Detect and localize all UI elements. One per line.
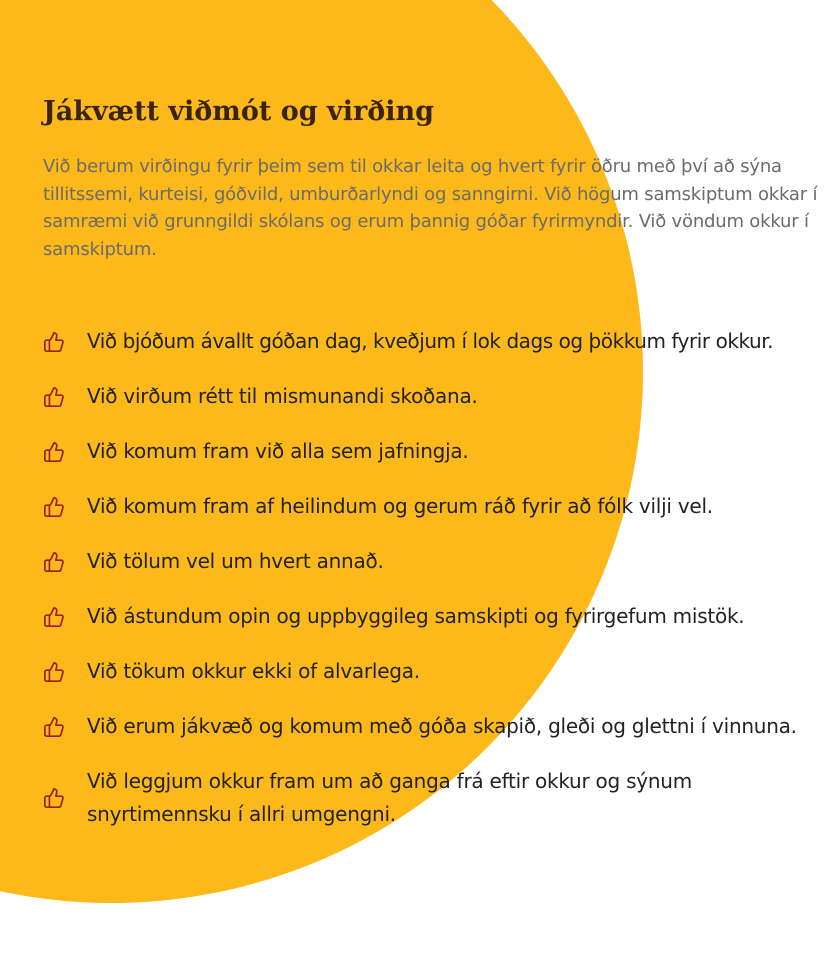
list-item-text: Við bjóðum ávallt góðan dag, kveðjum í lok dags og þökkum fyrir okkur. [87,329,774,353]
list-item [43,435,828,468]
list-item [43,545,828,578]
list-item [43,655,828,688]
thumbs-up-icon [43,551,65,573]
list-item [43,710,828,743]
thumbs-up-icon [43,716,65,738]
list-item-text: Við erum jákvæð og komum með góða skapið, gleði og glettni í vinnuna. [87,714,797,738]
list-item-text: Við tölum vel um hvert annað. [87,549,384,573]
section-title: Jákvætt viðmót og virðing [43,96,434,127]
thumbs-up-icon [43,606,65,628]
list-item-text: Við ástundum opin og uppbyggileg samskipti og fyrirgefum mistök. [87,604,745,628]
list-item [43,765,828,831]
values-list [43,325,828,853]
list-item-text: Við leggjum okkur fram um að ganga frá eftir okkur og sýnum snyrtimennsku í allri umgengni. [87,769,692,826]
thumbs-up-icon [43,441,65,463]
thumbs-up-icon [43,496,65,518]
list-item-text: Við virðum rétt til mismunandi skoðana. [87,384,478,408]
list-item-text: Við tökum okkur ekki of alvarlega. [87,659,420,683]
section-intro: Við berum virðingu fyrir þeim sem til okkar leita og hvert fyrir öðru með því að sýna tillitssemi, kurteisi, góðvild, umburðarlyndi og sanngirni. Við högum samskiptum okkar í samræmi við grunngildi skólans og erum þannig góðar fyrirmyndir. Við vöndum okkur í samskiptum. [43,156,818,260]
list-item [43,325,828,358]
thumbs-up-icon [43,386,65,408]
thumbs-up-icon [43,787,65,809]
list-item [43,490,828,523]
thumbs-up-icon [43,331,65,353]
thumbs-up-icon [43,661,65,683]
list-item [43,600,828,633]
list-item-text: Við komum fram af heilindum og gerum ráð fyrir að fólk vilji vel. [87,494,713,518]
list-item [43,380,828,413]
list-item-text: Við komum fram við alla sem jafningja. [87,439,469,463]
